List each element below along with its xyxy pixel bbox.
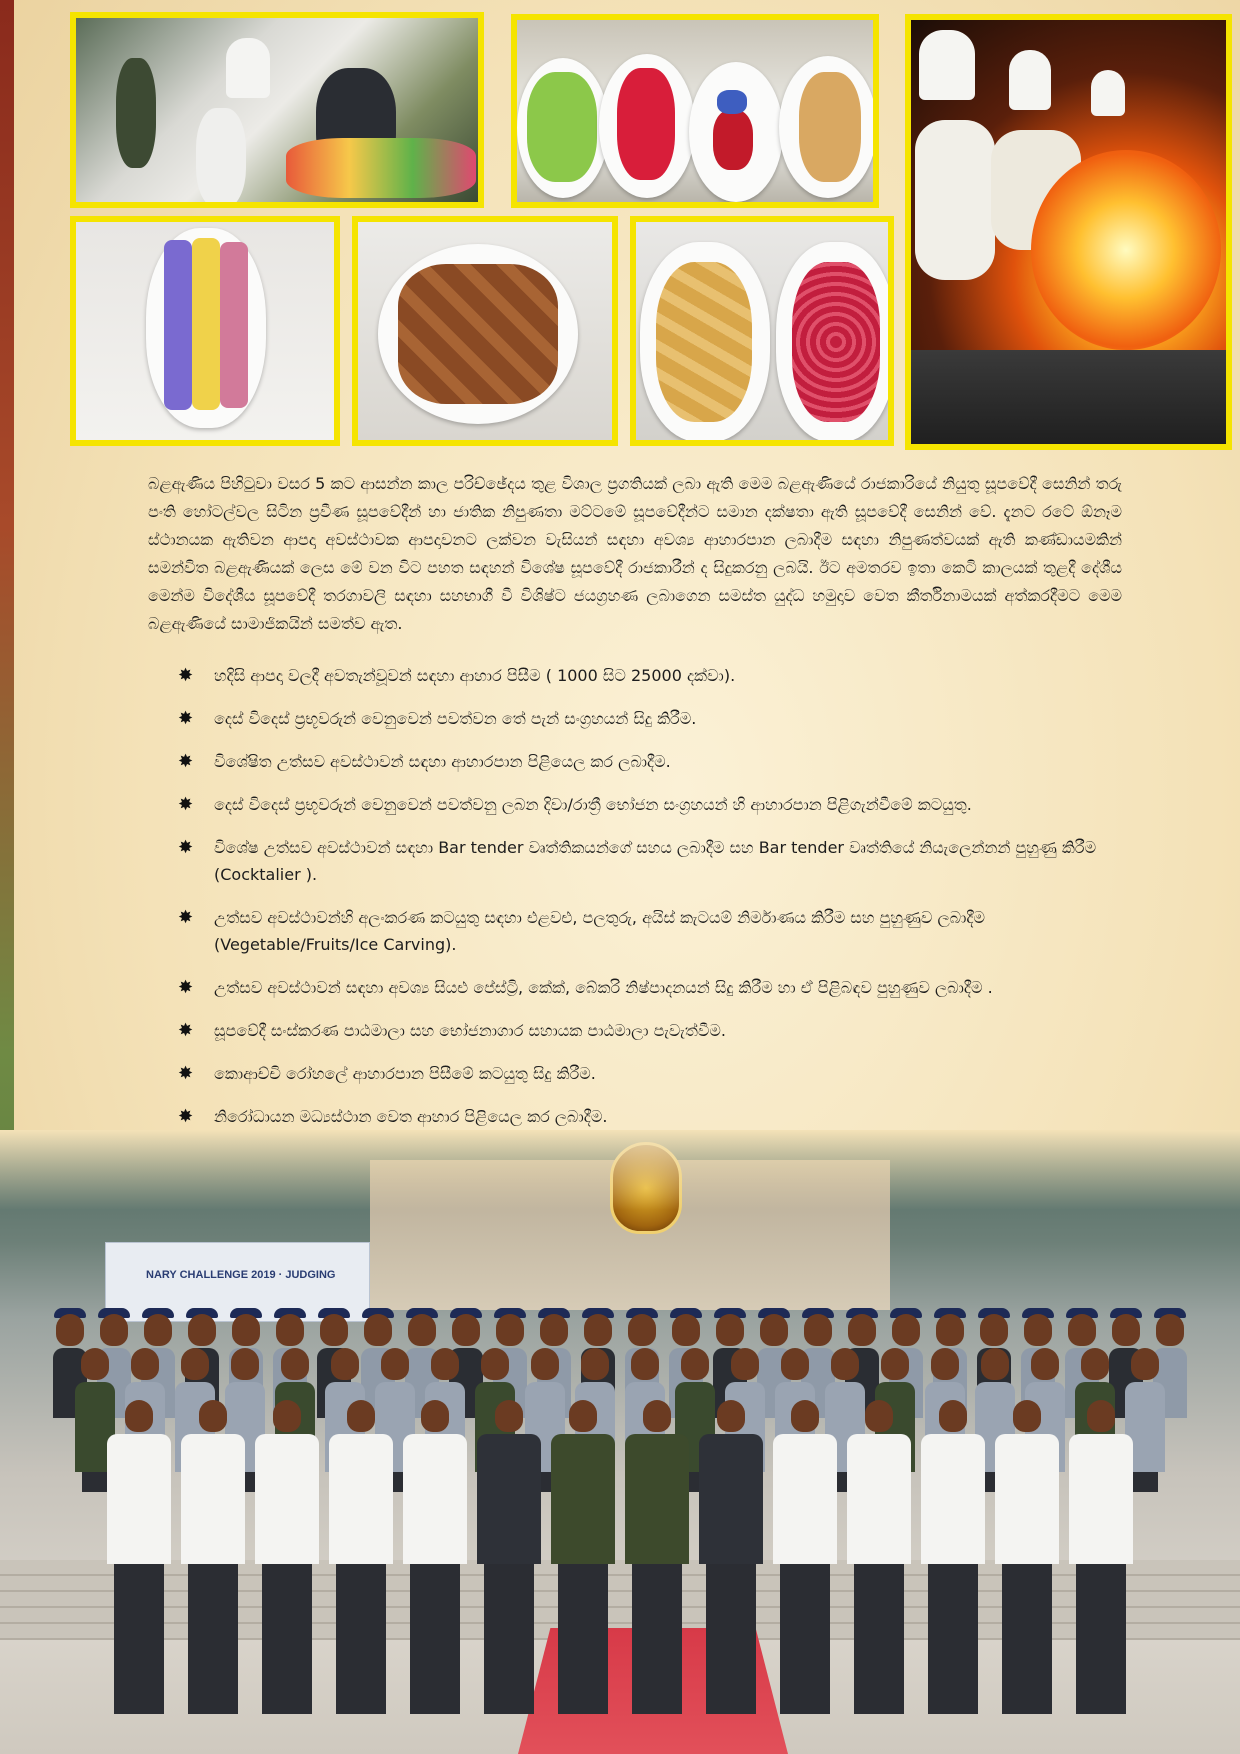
person-figure [178, 1400, 248, 1714]
bullet-star-icon: ✸ [178, 708, 194, 729]
person-figure [104, 1400, 174, 1714]
person-figure [918, 1400, 988, 1714]
list-item: ✸ දෙස් විදෙස් ප්‍රභූවරුන් වෙනුවෙන් පවත්වන තේ පැන් සංග්‍රහයන් සිදු කිරීම. [178, 705, 1134, 732]
list-item: ✸ හදිසි ආපදා වලදී අවතැන්වූවන් සඳහා ආහාර පිසීම ( 1000 සිට 25000 දක්වා). [178, 662, 1134, 689]
group-photo [0, 1130, 1240, 1754]
bullet-star-icon: ✸ [178, 665, 194, 686]
bullet-star-icon: ✸ [178, 907, 194, 928]
intro-paragraph: බළඇණිය පිහිටුවා වසර 5 කට ආසන්න කාල පරිච්ඡේදය තුළ විශාල ප්‍රගතියක් ලබා ඇති මෙම බළඇණියේ රාජකාරියේ නියුතු සූපවේදී සෙනින් තරු පංති හෝටල්වල සිටින ප්‍රවීණ සූපවේදීන් හා ජාතික නිපුණතා මට්ටමේ සූපවේදීන්ට සමාන දක්ෂතා ඇති සූපවේදී සෙනින් වේ. දැනට රටේ ඕනෑම ස්ථානයක ඇතිවන ආපදා අවස්ථාවක ආපදාවනට ලක්වන වැසියන් සඳහා අවශ්‍ය ආහාරපාන ලබාදීම සඳහා නිපුණත්වයක් ඇති කණ්ඩායමකින් සමන්විත බළඇණියක් ලෙස මේ වන විට පහත සඳහන් විශේෂ සූපවේදී රාජකාරීන් ද සිදුකරනු ලබයි. ඊට අමතරව ඉතා කෙටි කාලයක් තුළදී දේශීය මෙන්ම විදේශීය සූපවේදී තරගාවලි සඳහා සහභාගී වී විශිෂ්ට ජයග්‍රහණ ලබාගෙන සමස්ත යුද්ධ හමුදාව වෙත කීර්තිනාමයක් අත්කරදීමට මෙම බළඇණියේ සාමාජිකයින් සමත්ව ඇත. [148, 474, 1122, 633]
person-figure [400, 1400, 470, 1714]
person-figure [326, 1400, 396, 1714]
list-item: ✸ නිරෝධායන මධ්‍යස්ථාන වෙත ආහාර පිළියෙල කර ලබාදීම. [178, 1103, 1134, 1130]
person-figure [992, 1400, 1062, 1714]
flambe-chef-photo [905, 14, 1232, 450]
list-item: ✸ උත්සව අවස්ථාවන් සඳහා අවශ්‍ය සියළු පේස්ට්‍රි, කේක්, බේකරි නිෂ්පාදනයන් සිදු කිරීම හා ඒ පිළිබඳව පුහුණුව ලබාදීම . [178, 974, 1134, 1001]
bullet-star-icon: ✸ [178, 837, 194, 858]
duties-list [178, 662, 1134, 1146]
person-figure [474, 1400, 544, 1714]
list-item: ✸ විශේෂ උත්සව අවස්ථාවන් සඳහා Bar tender වෘත්තිකයන්ගේ සහය ලබාදීම සහ Bar tender වෘත්තියේ නියැලෙන්නන් පුහුණු කිරීම (Cocktalier ). [178, 834, 1134, 888]
front-row [0, 1400, 1240, 1714]
bullet-star-icon: ✸ [178, 751, 194, 772]
list-item: ✸ සූපවේදී සංස්කරණ පාඨමාලා සහ භෝජනාගාර සහායක පාඨමාලා පැවැත්වීම. [178, 1017, 1134, 1044]
bullet-star-icon: ✸ [178, 1020, 194, 1041]
layered-sweets-photo [70, 216, 340, 446]
photo-fade [0, 1130, 1240, 1210]
bullet-star-icon: ✸ [178, 1106, 194, 1127]
pastries-photo [630, 216, 894, 446]
person-figure [548, 1400, 618, 1714]
list-item: ✸ උත්සව අවස්ථාවන්හි අලංකරණ කටයුතු සඳහා එළවළු, පලතුරු, අයිස් කැටයම් නිර්මාණය කිරීම සහ පුහුණුව ලබාදීම (Vegetable/Fruits/Ice Carving). [178, 904, 1134, 958]
bullet-star-icon: ✸ [178, 1063, 194, 1084]
platters-photo [511, 14, 879, 208]
buffet-service-photo [70, 12, 484, 208]
person-figure [844, 1400, 914, 1714]
list-item: ✸ කොආච්චි රෝහලේ ආහාරපාන පිසීමේ කටයුතු සිදු කිරීම. [178, 1060, 1134, 1087]
person-figure [770, 1400, 840, 1714]
person-figure [622, 1400, 692, 1714]
brownie-squares-photo [352, 216, 618, 446]
person-figure [252, 1400, 322, 1714]
bullet-star-icon: ✸ [178, 977, 194, 998]
person-figure [696, 1400, 766, 1714]
list-item: ✸ දෙස් විදෙස් ප්‍රභූවරුන් වෙනුවෙන් පවත්වනු ලබන දිවා/රාත්‍රී භෝජන සංග්‍රහයන් හි ආහාරපාන පිළිගැන්වීමේ කටයුතු. [178, 791, 1134, 818]
bullet-star-icon: ✸ [178, 794, 194, 815]
event-banner: NARY CHALLENGE 2019 · JUDGING [105, 1242, 370, 1322]
person-figure [1066, 1400, 1136, 1714]
list-item: ✸ විශේෂිත උත්සව අවස්ථාවන් සඳහා ආහාරපාන පිළියෙල කර ලබාදීම. [178, 748, 1134, 775]
